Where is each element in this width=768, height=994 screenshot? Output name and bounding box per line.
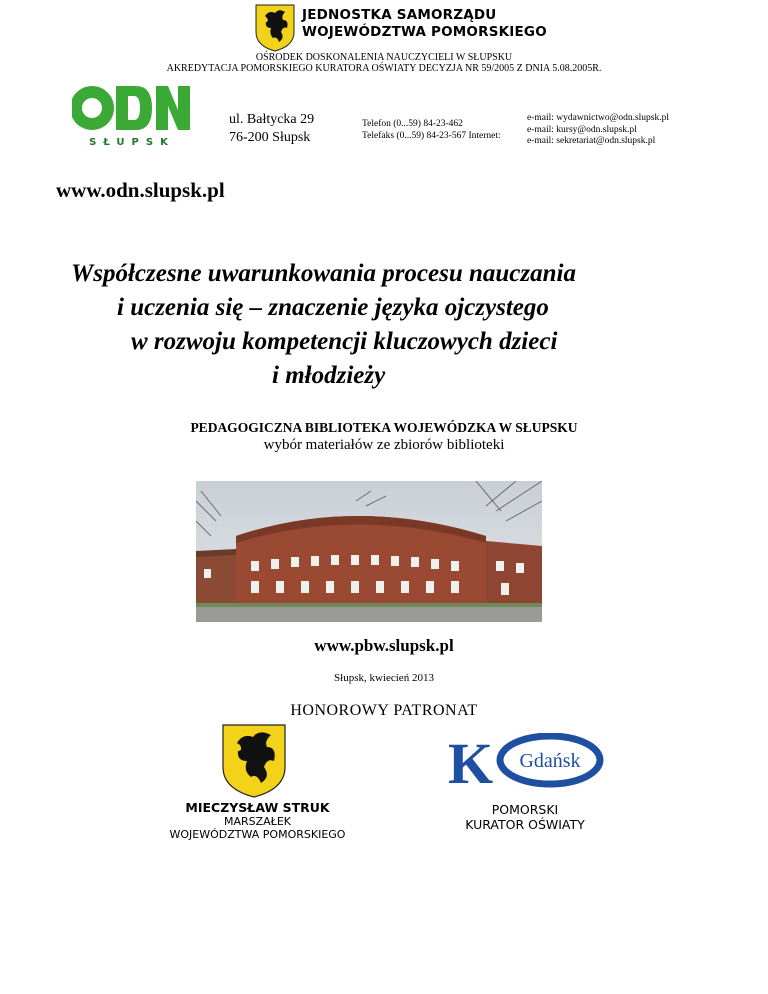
kurator-line2: KURATOR OŚWIATY — [465, 817, 585, 832]
library-name: PEDAGOGICZNA BIBLIOTEKA WOJEWÓDZKA W SŁUPSKU — [190, 420, 578, 435]
library-subtitle: wybór materiałów ze zbiorów biblioteki — [263, 437, 505, 453]
odn-logo-slupsk: SŁUPSK — [89, 137, 175, 148]
email-wydawnictwo[interactable]: e-mail: wydawnictwo@odn.slupsk.pl — [527, 113, 669, 123]
pomorskie-crest-icon-large — [221, 723, 287, 799]
street: ul. Bałtycka 29 — [229, 112, 315, 127]
phone-block — [362, 118, 501, 142]
place-date: Słupsk, kwiecień 2013 — [334, 672, 434, 684]
emails-block — [527, 113, 669, 148]
org-line2: WOJEWÓDZTWA POMORSKIEGO — [302, 24, 547, 40]
title-line3: w rozwoju kompetencji kluczowych dzieci — [131, 328, 558, 355]
pbw-website-link[interactable]: www.pbw.slupsk.pl — [314, 636, 454, 655]
library-building-photo — [196, 481, 542, 622]
org-name — [302, 7, 547, 41]
postal-city: 76-200 Słupsk — [229, 130, 311, 145]
marshal-title: MARSZAŁEK — [223, 815, 292, 828]
accreditation-text: AKREDYTACJA POMORSKIEGO KURATORA OŚWIATY DECYZJA NR 59/2005 Z DNIA 5.08.2005R. — [166, 63, 602, 74]
pomorskie-crest-icon — [255, 4, 295, 52]
marshal-name: MIECZYSŁAW STRUK — [185, 800, 330, 815]
email-sekretariat[interactable]: e-mail: sekretariat@odn.slupsk.pl — [527, 136, 656, 146]
patronage-heading: HONOROWY PATRONAT — [290, 702, 478, 719]
odn-full-name: OŚRODEK DOSKONALENIA NAUCZYCIELI W SŁUPSKU — [255, 52, 513, 63]
fax: Telefaks (0...59) 84-23-567 Internet: — [362, 131, 501, 141]
phone: Telefon (0...59) 84-23-462 — [362, 119, 463, 129]
kuratorium-logo-city: Gdańsk — [519, 750, 581, 772]
kuratorium-logo-k: K — [448, 733, 494, 789]
org-line1: JEDNOSTKA SAMORZĄDU — [302, 7, 497, 23]
title-line2: i uczenia się – znaczenie języka ojczystego — [117, 294, 549, 321]
title-line4: i młodzieży — [272, 362, 386, 389]
odn-website-link[interactable]: www.odn.slupsk.pl — [56, 178, 225, 202]
odn-logo-icon — [72, 82, 192, 148]
marshal-region: WOJEWÓDZTWA POMORSKIEGO — [169, 828, 346, 841]
address-block — [229, 111, 314, 147]
title-line1: Współczesne uwarunkowania procesu nauczania — [71, 260, 576, 287]
kuratorium-logo-icon — [446, 733, 606, 789]
email-kursy[interactable]: e-mail: kursy@odn.slupsk.pl — [527, 124, 637, 135]
kurator-line1: POMORSKI — [491, 802, 559, 817]
